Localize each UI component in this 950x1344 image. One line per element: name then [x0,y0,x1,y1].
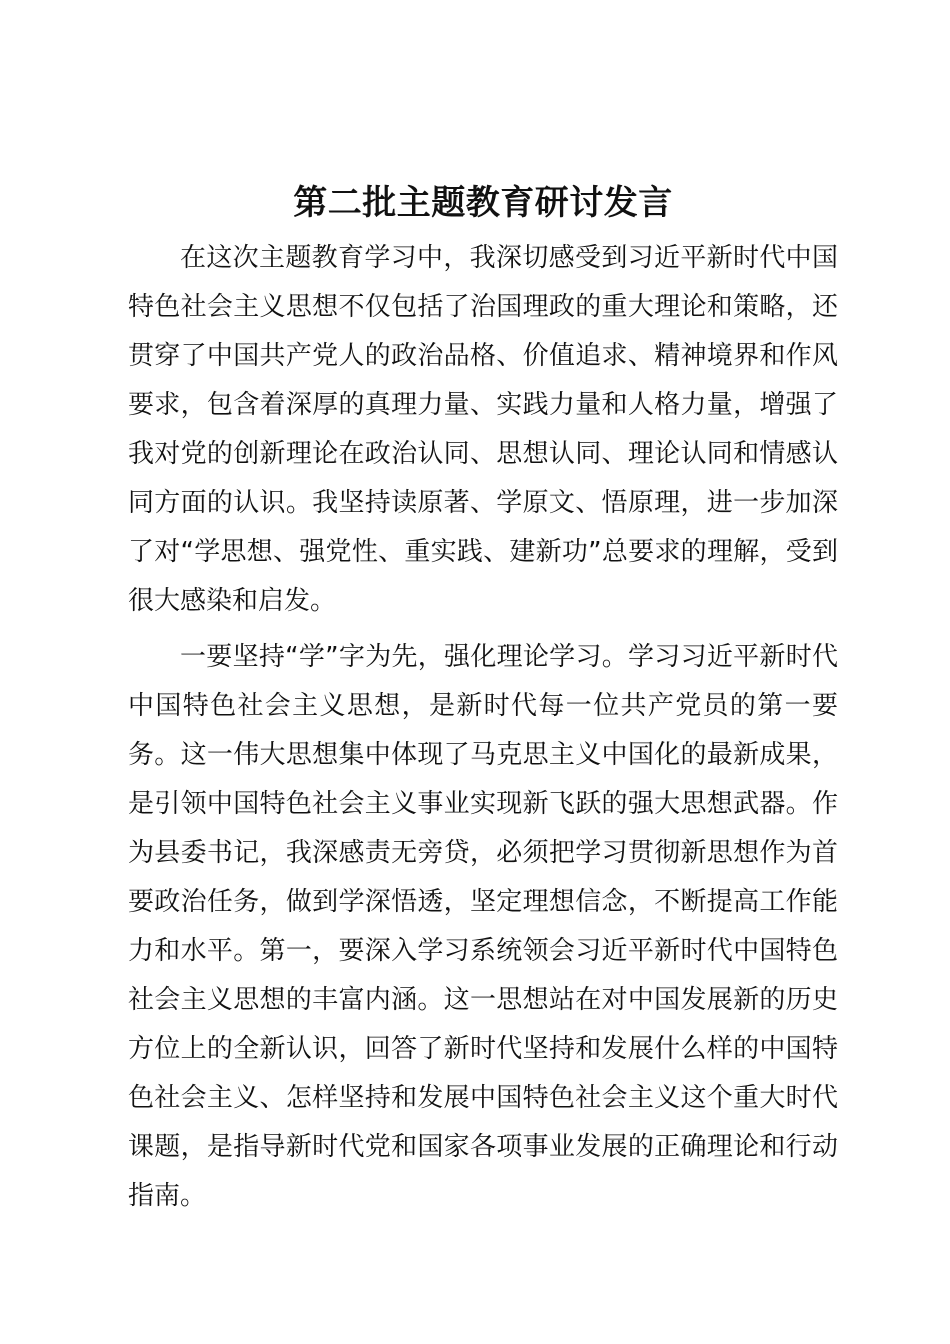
paragraph-study-first: 一要坚持“学”字为先，强化理论学习。学习习近平新时代中国特色社会主义思想，是新时代每一位共产党员的第一要务。这一伟大思想集中体现了马克思主义中国化的最新成果，是引领中国特色社会主义事业实现新飞跃的强大思想武器。作为县委书记，我深感责无旁贷，必须把学习贯彻新思想作为首要政治任务，做到学深悟透，坚定理想信念，不断提高工作能力和水平。第一，要深入学习系统领会习近平新时代中国特色社会主义思想的丰富内涵。这一思想站在对中国发展新的历史方位上的全新认识，回答了新时代坚持和发展什么样的中国特色社会主义、怎样坚持和发展中国特色社会主义这个重大时代课题，是指导新时代党和国家各项事业发展的正确理论和行动指南。 [128,642,838,1211]
document-title: 第二批主题教育研讨发言 [293,183,673,223]
document-body [128,178,838,1228]
paragraph-intro: 在这次主题教育学习中，我深切感受到习近平新时代中国特色社会主义思想不仅包括了治国理政的重大理论和策略，还贯穿了中国共产党人的政治品格、价值追求、精神境界和作风要求，包含着深厚的真理力量、实践力量和人格力量，增强了我对党的创新理论在政治认同、思想认同、理论认同和情感认同方面的认识。我坚持读原著、学原文、悟原理，进一步加深了对“学思想、强党性、重实践、建新功”总要求的理解，受到很大感染和启发。 [128,243,838,616]
